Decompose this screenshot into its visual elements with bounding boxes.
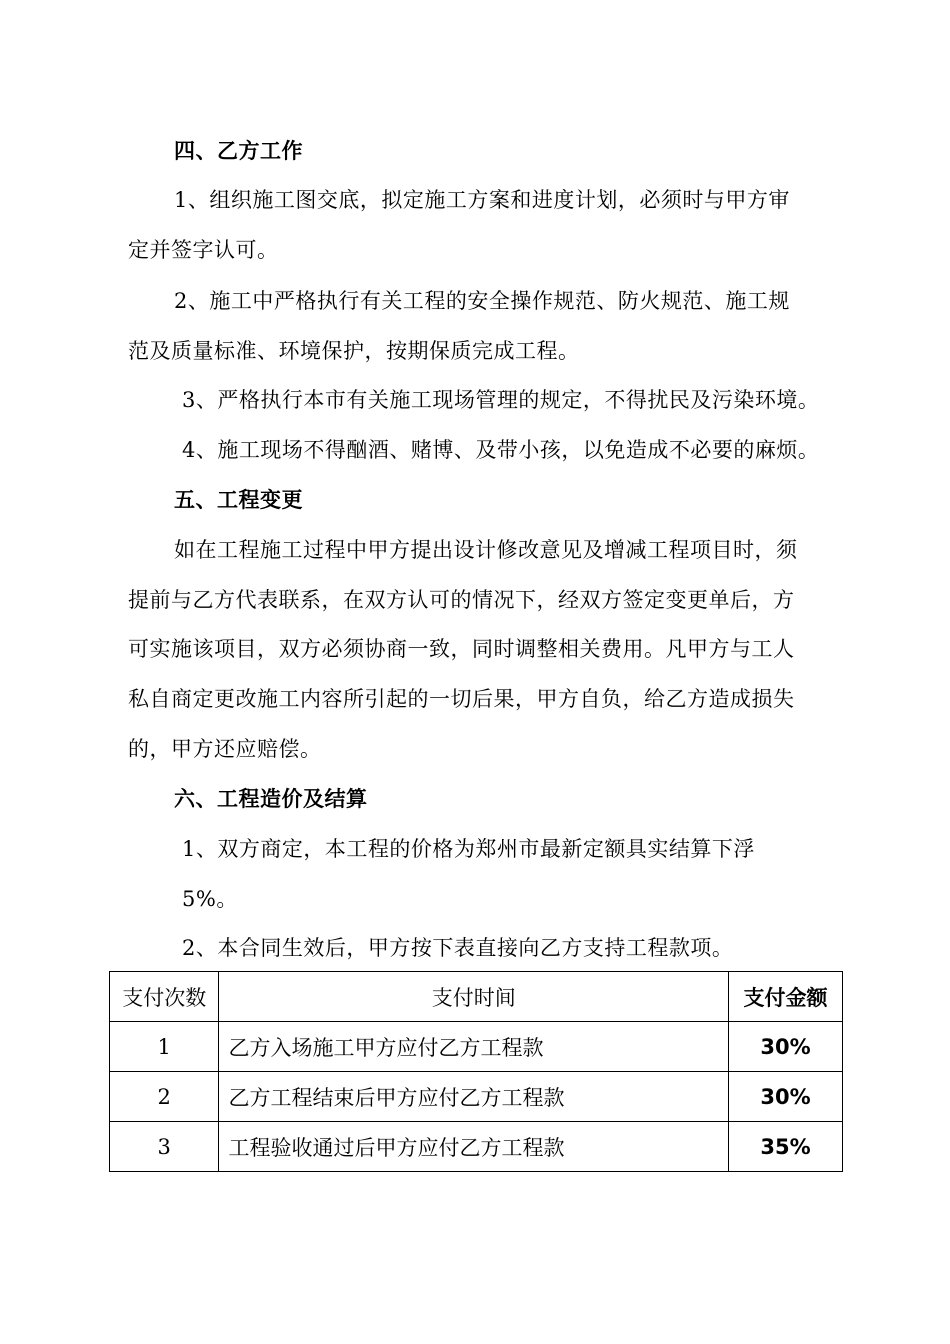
- row-time: 乙方入场施工甲方应付乙方工程款: [219, 1022, 729, 1072]
- section-5-line-3: 可实施该项目，双方必须协商一致，同时调整相关费用。凡甲方与工人: [128, 637, 795, 661]
- row-number: 2: [110, 1072, 219, 1122]
- header-payment-count: 支付次数: [110, 972, 219, 1022]
- section-4-item-3: 3、严格执行本市有关施工现场管理的规定，不得扰民及污染环境。: [182, 388, 820, 412]
- header-payment-time: 支付时间: [219, 972, 729, 1022]
- table-header-row: [110, 972, 843, 1022]
- table-row: [110, 1022, 843, 1072]
- row-time: 工程验收通过后甲方应付乙方工程款: [219, 1122, 729, 1172]
- section-4-item-2-line-1: 2、施工中严格执行有关工程的安全操作规范、防火规范、施工规: [174, 289, 790, 313]
- section-4-item-4: 4、施工现场不得酗酒、赌博、及带小孩，以免造成不必要的麻烦。: [182, 438, 820, 462]
- section-4-heading: 四、乙方工作: [174, 139, 303, 163]
- row-amount: 30%: [729, 1022, 843, 1072]
- payment-table: [109, 971, 843, 1172]
- table-row: [110, 1122, 843, 1172]
- section-5-heading: 五、工程变更: [174, 488, 303, 512]
- row-amount: 35%: [729, 1122, 843, 1172]
- row-number: 3: [110, 1122, 219, 1172]
- section-4-item-2-line-2: 范及质量标准、环境保护，按期保质完成工程。: [128, 339, 580, 363]
- section-4-item-1-line-1: 1、组织施工图交底，拟定施工方案和进度计划，必须时与甲方审: [174, 188, 790, 212]
- section-5-line-2: 提前与乙方代表联系，在双方认可的情况下，经双方签定变更单后，方: [128, 588, 795, 612]
- header-payment-amount: 支付金额: [729, 972, 843, 1022]
- section-6-heading: 六、工程造价及结算: [174, 787, 368, 811]
- section-6-item-2: 2、本合同生效后，甲方按下表直接向乙方支持工程款项。: [182, 936, 734, 960]
- section-5-line-4: 私自商定更改施工内容所引起的一切后果，甲方自负，给乙方造成损失: [128, 687, 795, 711]
- row-time: 乙方工程结束后甲方应付乙方工程款: [219, 1072, 729, 1122]
- section-6-item-1-line-2: 5%。: [182, 887, 238, 911]
- section-5-line-1: 如在工程施工过程中甲方提出设计修改意见及增减工程项目时，须: [174, 538, 798, 562]
- row-number: 1: [110, 1022, 219, 1072]
- section-6-item-1-line-1: 1、双方商定，本工程的价格为郑州市最新定额具实结算下浮: [182, 837, 755, 861]
- table-row: [110, 1072, 843, 1122]
- section-4-item-1-line-2: 定并签字认可。: [128, 238, 279, 262]
- section-5-line-5: 的，甲方还应赔偿。: [128, 737, 322, 761]
- row-amount: 30%: [729, 1072, 843, 1122]
